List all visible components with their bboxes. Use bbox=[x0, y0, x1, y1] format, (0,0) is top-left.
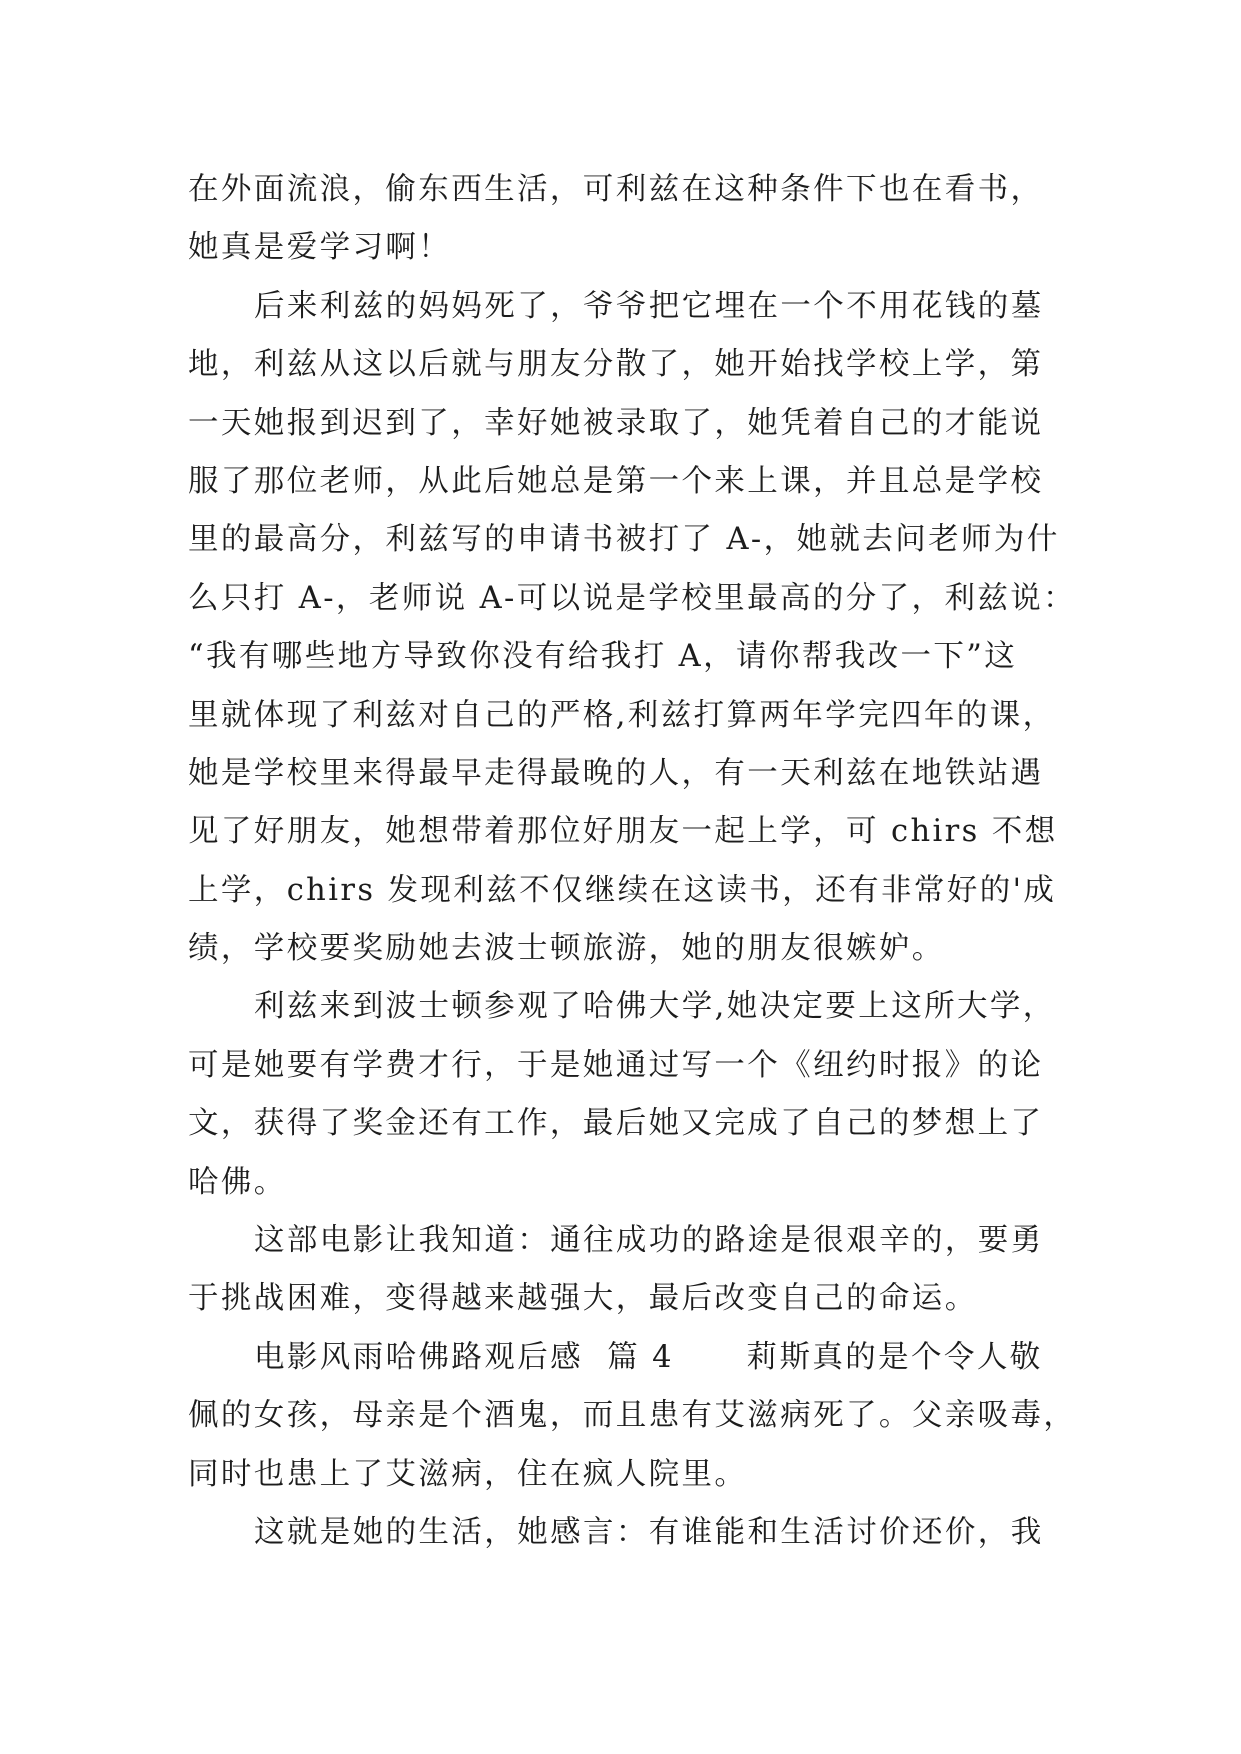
section-heading-line: 电影风雨哈佛路观后感 篇 4 莉斯真的是个令人敬 bbox=[254, 1339, 1043, 1375]
text-line: “我有哪些地方导致你没有给我打 A，请你帮我改一下”这 bbox=[188, 639, 1018, 675]
text-line: 上学，chirs 发现利兹不仅继续在这读书，还有非常好的'成 bbox=[188, 872, 1057, 908]
text-line: 她真是爱学习啊！ bbox=[188, 230, 452, 266]
text-line: 后来利兹的妈妈死了，爷爷把它埋在一个不用花钱的墓 bbox=[254, 288, 1044, 324]
text-line: 在外面流浪，偷东西生活，可利兹在这种条件下也在看书， bbox=[188, 172, 1044, 207]
text-line: 里的最高分，利兹写的申请书被打了 A-，她就去问老师为什 bbox=[188, 522, 1060, 558]
text-line: 服了那位老师，从此后她总是第一个来上课，并且总是学校 bbox=[188, 463, 1044, 499]
text-line: 于挑战困难，变得越来越强大，最后改变自己的命运。 bbox=[188, 1281, 978, 1317]
text-line: 这部电影让我知道：通往成功的路途是很艰辛的，要勇 bbox=[254, 1223, 1044, 1259]
text-line: 哈佛。 bbox=[188, 1164, 287, 1200]
text-line: 这就是她的生活，她感言：有谁能和生活讨价还价，我 bbox=[254, 1514, 1044, 1550]
document-body bbox=[188, 161, 1077, 1562]
text-line: 她是学校里来得最早走得最晚的人，有一天利兹在地铁站遇 bbox=[188, 755, 1044, 791]
text-line: 可是她要有学费才行，于是她通过写一个《纽约时报》的论 bbox=[188, 1047, 1044, 1083]
text-line: 一天她报到迟到了，幸好她被录取了，她凭着自己的才能说 bbox=[188, 405, 1044, 441]
text-line: 见了好朋友，她想带着那位好朋友一起上学，可 chirs 不想 bbox=[188, 814, 1058, 850]
text-line: 利兹来到波士顿参观了哈佛大学,她决定要上这所大学， bbox=[254, 989, 1056, 1025]
text-line: 绩，学校要奖励她去波士顿旅游，她的朋友很嫉妒。 bbox=[188, 931, 945, 967]
text-line: 里就体现了利兹对自己的严格,利兹打算两年学完四年的课， bbox=[188, 697, 1056, 733]
text-line: 么只打 A-，老师说 A-可以说是学校里最高的分了，利兹说： bbox=[188, 580, 1077, 616]
text-line: 文，获得了奖金还有工作，最后她又完成了自己的梦想上了 bbox=[188, 1106, 1044, 1142]
text-line: 地，利兹从这以后就与朋友分散了，她开始找学校上学，第 bbox=[188, 347, 1044, 383]
text-line: 佩的女孩，母亲是个酒鬼，而且患有艾滋病死了。父亲吸毒， bbox=[188, 1398, 1077, 1434]
text-line: 同时也患上了艾滋病，住在疯人院里。 bbox=[188, 1456, 748, 1492]
